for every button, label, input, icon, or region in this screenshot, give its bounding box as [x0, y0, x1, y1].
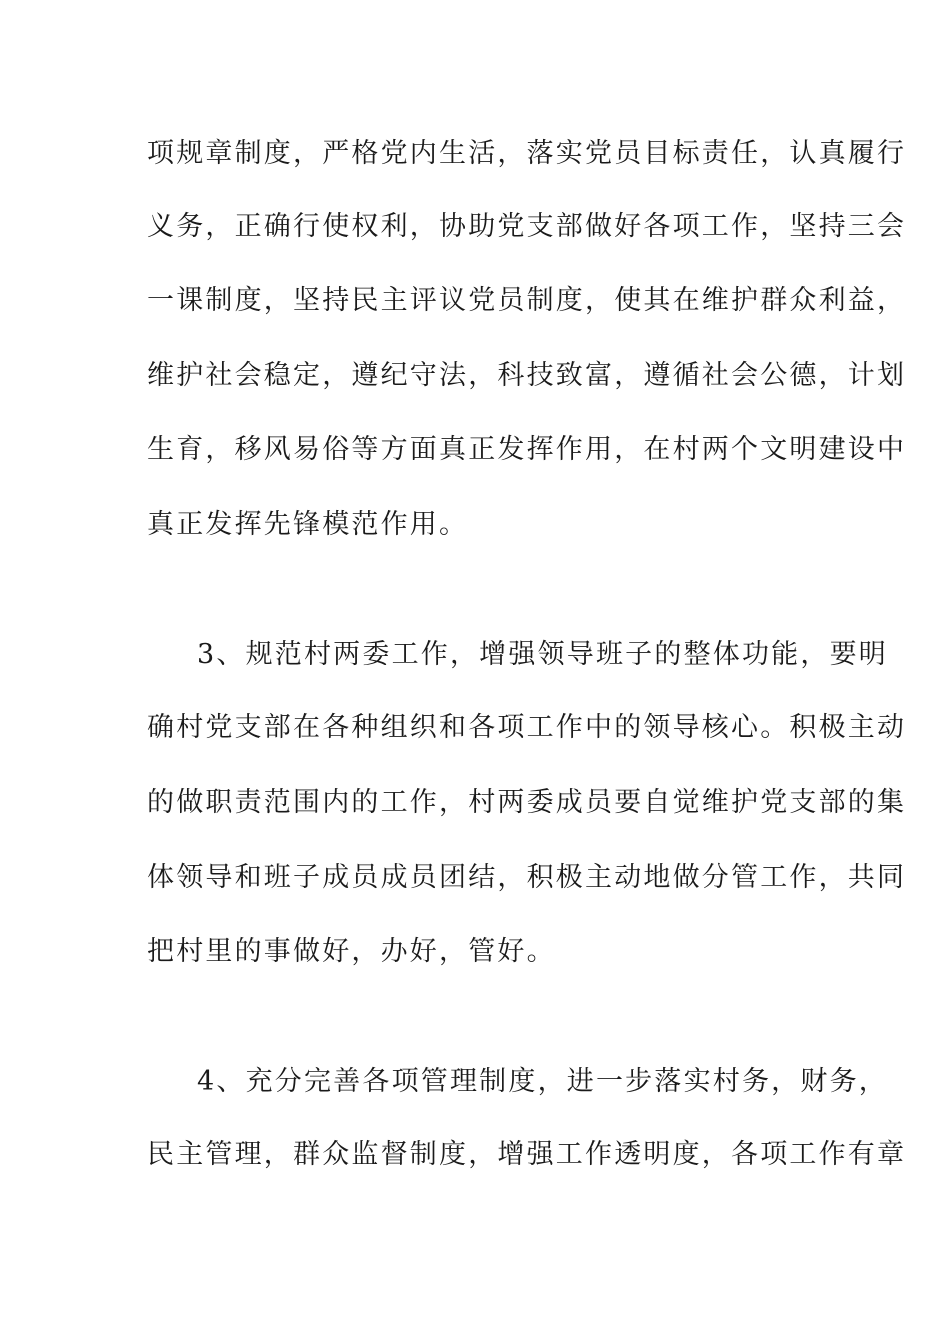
text-line: 的做职责范围内的工作，村两委成员要自觉维护党支部的集 [147, 787, 907, 818]
text-line: 真正发挥先锋模范作用。 [147, 509, 469, 540]
text-line: 3、规范村两委工作，增强领导班子的整体功能，要明 [197, 639, 888, 670]
text-line: 体领导和班子成员成员团结，积极主动地做分管工作，共同 [147, 862, 907, 893]
text-line: 民主管理，群众监督制度，增强工作透明度，各项工作有章 [147, 1139, 907, 1170]
text-line: 维护社会稳定，遵纪守法，科技致富，遵循社会公德，计划 [147, 360, 907, 391]
text-line: 生育，移风易俗等方面真正发挥作用，在村两个文明建设中 [147, 434, 907, 465]
text-line: 把村里的事做好，办好，管好。 [147, 936, 556, 967]
text-line: 义务，正确行使权利，协助党支部做好各项工作，坚持三会 [147, 211, 907, 242]
text-line: 项规章制度，严格党内生活，落实党员目标责任，认真履行 [147, 138, 907, 169]
text-line: 确村党支部在各种组织和各项工作中的领导核心。积极主动 [147, 712, 907, 743]
text-line: 4、充分完善各项管理制度，进一步落实村务，财务， [197, 1066, 888, 1097]
text-line: 一课制度，坚持民主评议党员制度，使其在维护群众利益， [147, 285, 907, 316]
